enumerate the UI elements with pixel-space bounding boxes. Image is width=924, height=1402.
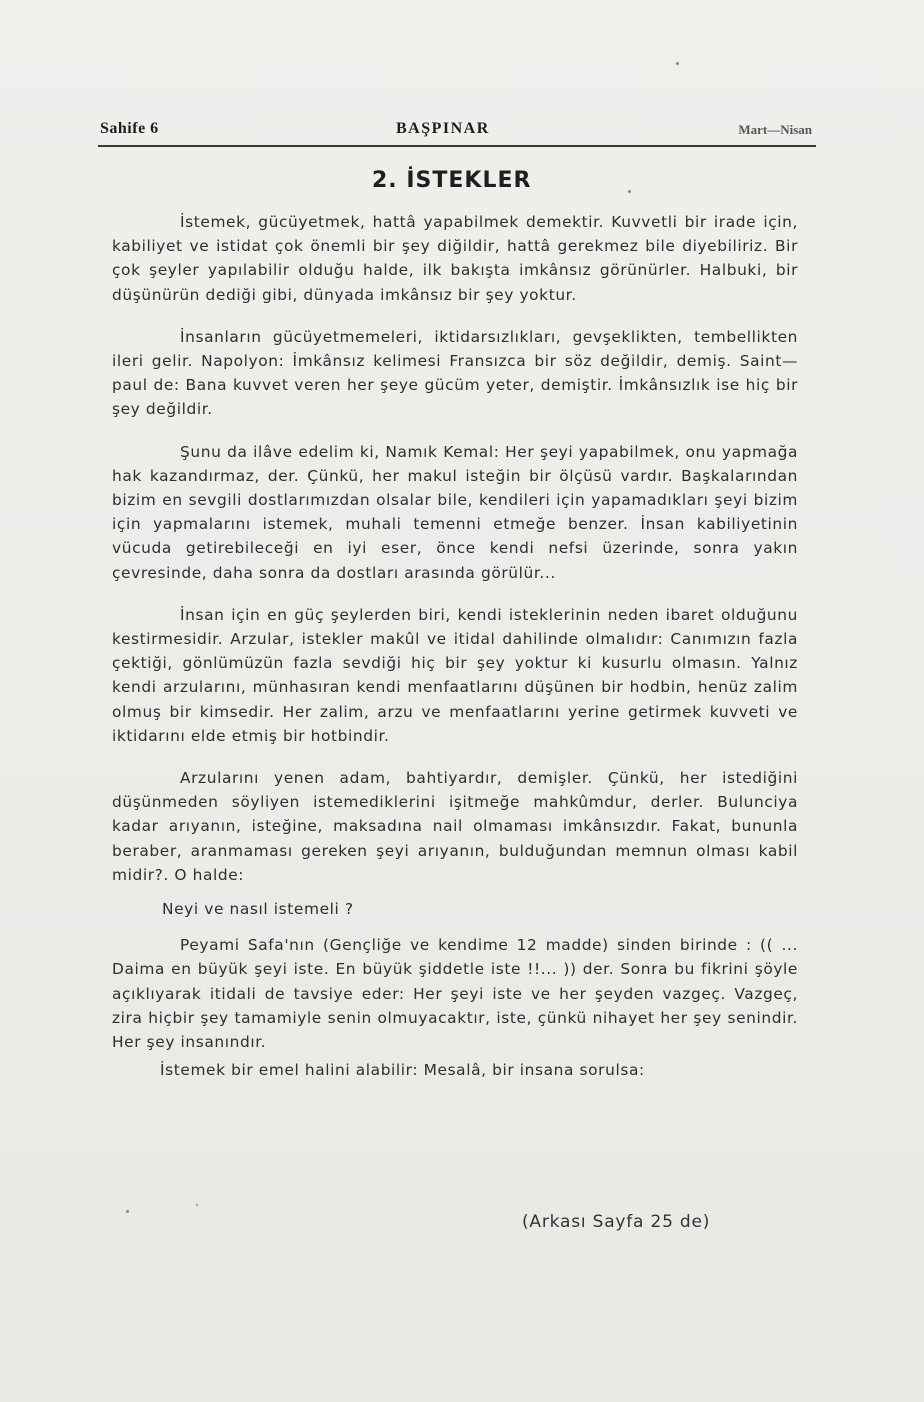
- final-line: İstemek bir emel halini alabilir: Mesalâ, bir insana sorulsa:: [160, 1061, 645, 1080]
- paragraph-5: Arzularını yenen adam, bahtiyardır, demişler. Çünkü, her istediğini düşünmeden söyliyen istemediklerini işitmeğe mahkûmdur, derler. Bulunciya kadar arıyanın, isteğine, maksadına nail olmaması imkânsızdır. Fakat, bununla beraber, aranmaması gereken şeyi arıyanın, bulduğundan memnun olması kabil midir?. O halde:: [112, 769, 798, 884]
- paper-speck: [196, 1204, 198, 1206]
- header-divider: [98, 145, 816, 147]
- article-title: 2. İSTEKLER: [372, 168, 532, 193]
- page-number-label: Sahife 6: [100, 120, 159, 137]
- paper-speck: [676, 62, 679, 65]
- page-header: [98, 120, 818, 144]
- question-line: Neyi ve nasıl istemeli ?: [162, 900, 354, 919]
- paper-speck: [628, 190, 631, 193]
- paragraph-4: İnsan için en güç şeylerden biri, kendi isteklerinin neden ibaret olduğunu kestirmesidir. Arzular, istekler makûl ve itidal dahilinde olmalıdır: Canımızın fazla çektiği, gönlümüzün fazla sevdiği hiç bir şey yoktur ki kusurlu olmasın. Yalnız kendi arzularını, münhasıran kendi menfaatlarını düşünen bir hodbin, henüz zalim olmuş bir kimsedir. Her zalim, arzu ve menfaatlarını yerine getirmek kuvveti ve iktidarını elde etmiş bir hotbindir.: [112, 605, 798, 745]
- issue-date: Mart—Nisan: [738, 122, 812, 137]
- paragraph-6: Peyami Safa'nın (Gençliğe ve kendime 12 madde) sinden birinde : (( ... Daima en büyük şeyi iste. En büyük şiddetle iste !!... )) der. Sonra bu fikrini şöyle açıklıyarak itidali de tavsiye eder: Her şeyi iste ve her şeyden vazgeç. Vazgeç, zira hiçbir şey tamamiyle senin olmuyacaktır, iste, çünkü nihayet her şey senindir. Her şey insanındır.: [112, 936, 798, 1052]
- paragraph-1: İstemek, gücüyetmek, hattâ yapabilmek demektir. Kuvvetli bir irade için, kabiliyet ve istidat çok önemli bir şey diğildir, hattâ gerekmez bile diyebiliriz. Bir çok şeyler yapılabilir olduğu halde, ilk bakışta imkânsız görünürler. Halbuki, bir düşünürün dediği gibi, dünyada imkânsız bir şey yoktur.: [112, 213, 798, 304]
- article-body: [112, 210, 798, 1101]
- paper-speck: [126, 1210, 129, 1213]
- continued-note: (Arkası Sayfa 25 de): [522, 1212, 711, 1232]
- paragraph-3: Şunu da ilâve edelim ki, Namık Kemal: Her şeyi yapabilmek, onu yapmağa hak kazandırmaz, der. Çünkü, her makul isteğin bir ölçüsü vardır. Başkalarından bizim en sevgili dostlarımızdan olsalar bile, kendileri için yapamadıkları şeyi bizim için yapmalarını istemek, muhali temenni etmeğe benzer. İnsan kabiliyetinin vücuda getirebileceği en iyi eser, önce kendi nefsi üzerinde, sonra yakın çevresinde, daha sonra da dostları arasında görülür...: [112, 442, 798, 582]
- paragraph-2: İnsanların gücüyetmemeleri, iktidarsızlıkları, gevşeklikten, tembellikten ileri gelir. Napolyon: İmkânsız kelimesi Fransızca bir söz değildir, demiş. Saint—paul de: Bana kuvvet veren her şeye gücüm yeter, demiştir. İmkânsızlık ise hiç bir şey değildir.: [112, 327, 798, 419]
- publication-name: BAŞPINAR: [396, 120, 490, 137]
